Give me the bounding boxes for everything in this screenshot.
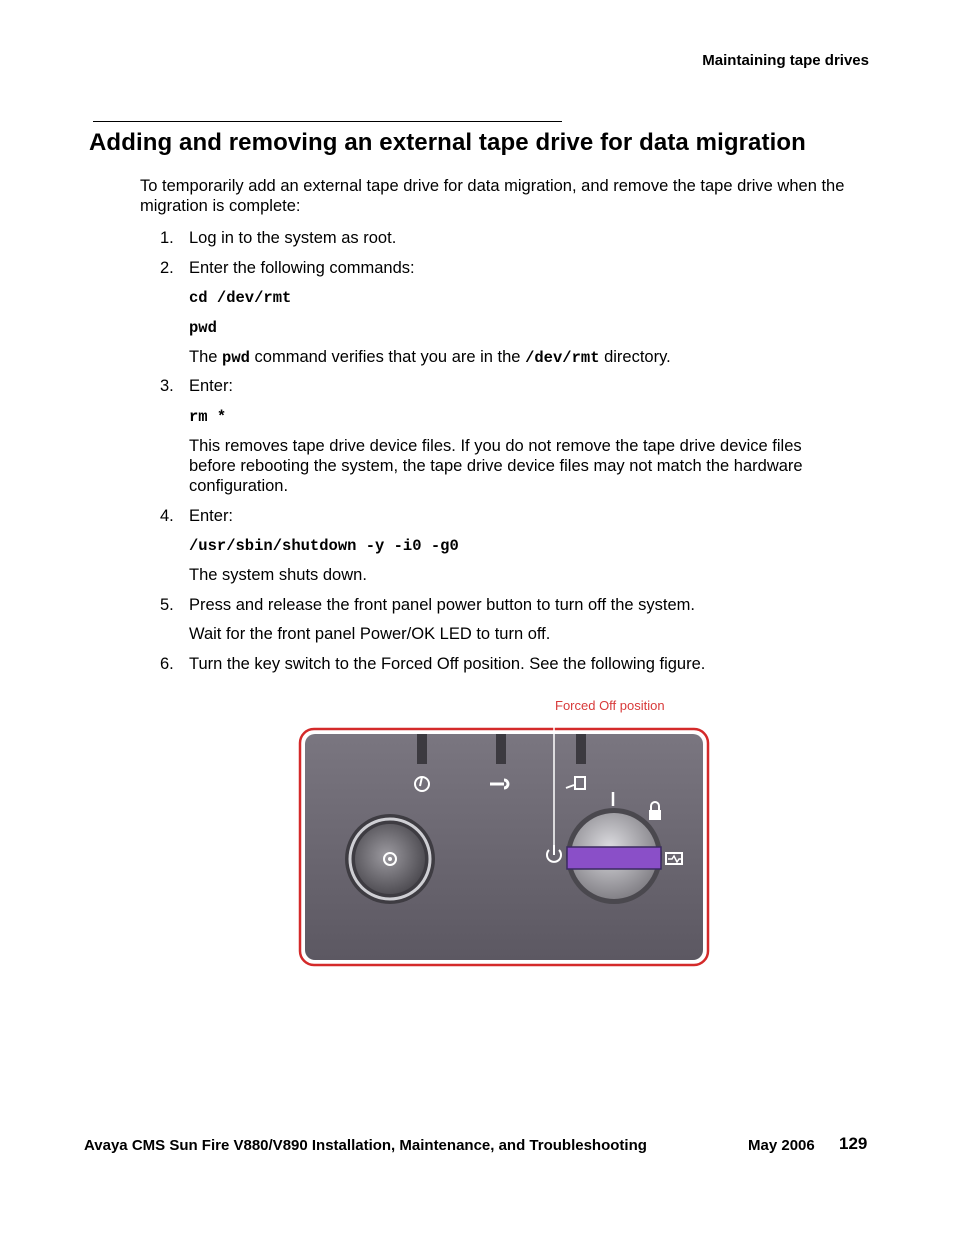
- command-shutdown: /usr/sbin/shutdown -y -i0 -g0: [189, 537, 459, 555]
- step-5-note: Wait for the front panel Power/OK LED to turn off.: [189, 625, 551, 643]
- step-1-number: 1.: [160, 229, 174, 247]
- step-5-text: Press and release the front panel power button to turn off the system.: [189, 596, 695, 614]
- key-slot-forced-off: [567, 847, 661, 869]
- step-4-text: Enter:: [189, 507, 234, 525]
- step-2-note: [189, 347, 671, 368]
- running-header: Maintaining tape drives: [702, 52, 869, 69]
- step-2-number: 2.: [160, 259, 174, 277]
- step-6-text: Turn the key switch to the Forced Off position. See the following figure.: [189, 655, 706, 673]
- command-rm: rm *: [189, 408, 227, 426]
- command-pwd: pwd: [189, 319, 217, 337]
- lock-icon: [649, 810, 661, 820]
- step-4-note: The system shuts down.: [189, 566, 367, 584]
- intro-paragraph: [140, 176, 860, 216]
- note-text: command verifies that you are in the: [249, 348, 526, 366]
- forced-off-callout: Forced Off position: [555, 698, 665, 713]
- step-1-text: Log in to the system as root.: [189, 229, 397, 247]
- step-6-number: 6.: [160, 655, 174, 673]
- page-title: Adding and removing an external tape drive for data migration: [89, 129, 806, 156]
- led-slot: [496, 734, 506, 764]
- note-code-pwd: pwd: [222, 349, 250, 367]
- step-5-number: 5.: [160, 596, 174, 614]
- footer-date: May 2006: [748, 1137, 815, 1154]
- power-button-center-icon: [388, 857, 392, 861]
- led-slot: [576, 734, 586, 764]
- step-2-text: Enter the following commands:: [189, 259, 415, 277]
- front-panel-illustration: [296, 696, 716, 972]
- led-slot: [417, 734, 427, 764]
- step-4-number: 4.: [160, 507, 174, 525]
- step-3-text: Enter:: [189, 377, 234, 395]
- note-text: The: [189, 348, 223, 366]
- page-number: 129: [839, 1134, 868, 1153]
- footer-document-title: Avaya CMS Sun Fire V880/V890 Installation, Maintenance, and Troubleshooting: [84, 1137, 647, 1154]
- step-3-note: This removes tape drive device files. If you do not remove the tape drive device files before rebooting the system, the tape drive device files may not match the hardware configuration.: [189, 437, 803, 495]
- front-panel-figure: [296, 696, 716, 972]
- intro-text: To temporarily add an external tape drive for data migration, and remove the tape drive when the migration is complete:: [140, 177, 845, 215]
- command-cd: cd /dev/rmt: [189, 289, 292, 307]
- note-text: directory.: [599, 348, 671, 366]
- note-code-path: /dev/rmt: [525, 349, 600, 367]
- title-rule: [93, 121, 562, 122]
- step-3-number: 3.: [160, 377, 174, 395]
